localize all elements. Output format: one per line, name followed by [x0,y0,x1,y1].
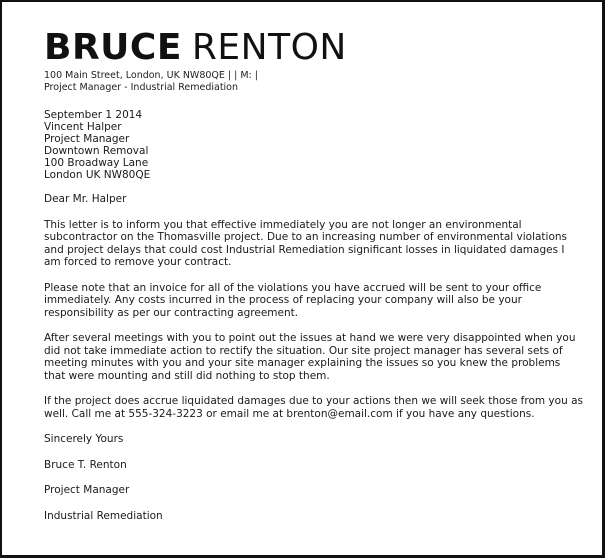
sender-first-name: BRUCE [44,27,182,68]
recipient-company: Downtown Removal [44,145,149,157]
sender-address: 100 Main Street, London, UK NW80QE | | M: | [44,70,258,81]
recipient-name: Vincent Halper [44,121,122,133]
recipient-block [44,109,584,181]
salutation: Dear Mr. Halper [44,193,127,205]
signer-title: Project Manager [44,484,130,496]
signer-company: Industrial Remediation [44,509,163,522]
recipient-city: London UK NW80QE [44,169,151,181]
body-paragraph-3: After several meetings with you to point out the issues at hand we were very disappointed when you did not take immediate action to rectify the situation. Our site project manager has several sets of meeting minutes with you and your site manager explaining the issues so you knew the problems that were mounting and still did nothing to stop them. [44,332,576,382]
sender-contact [44,70,584,94]
sender-title: Project Manager - Industrial Remediation [44,82,239,93]
body-paragraph-4: If the project does accrue liquidated damages due to your actions then we will seek those from you as well. Call me at 555-324-3223 or email me at brenton@email.com if you have any questions. [44,395,583,420]
sender-last-name: RENTON [191,27,347,68]
signer-name: Bruce T. Renton [44,458,127,471]
letter-date: September 1 2014 [44,109,143,121]
valediction: Sincerely Yours [44,433,124,445]
body-paragraph-1: This letter is to inform you that effective immediately you are not longer an environmental subcontractor on the Thomasville project. Due to an increasing number of environmental violations and project delays that could cost Industrial Remediation significant losses in liquidated damages I am forced to remove your contract. [44,218,568,268]
sender-name [44,28,584,68]
letter [44,28,584,522]
recipient-street: 100 Broadway Lane [44,157,149,169]
recipient-title: Project Manager [44,133,130,145]
body-paragraph-2: Please note that an invoice for all of the violations you have accrued will be sent to your office immediately. Any costs incurred in the process of replacing your company will also be your responsibility as per our contracting agreement. [44,281,542,319]
